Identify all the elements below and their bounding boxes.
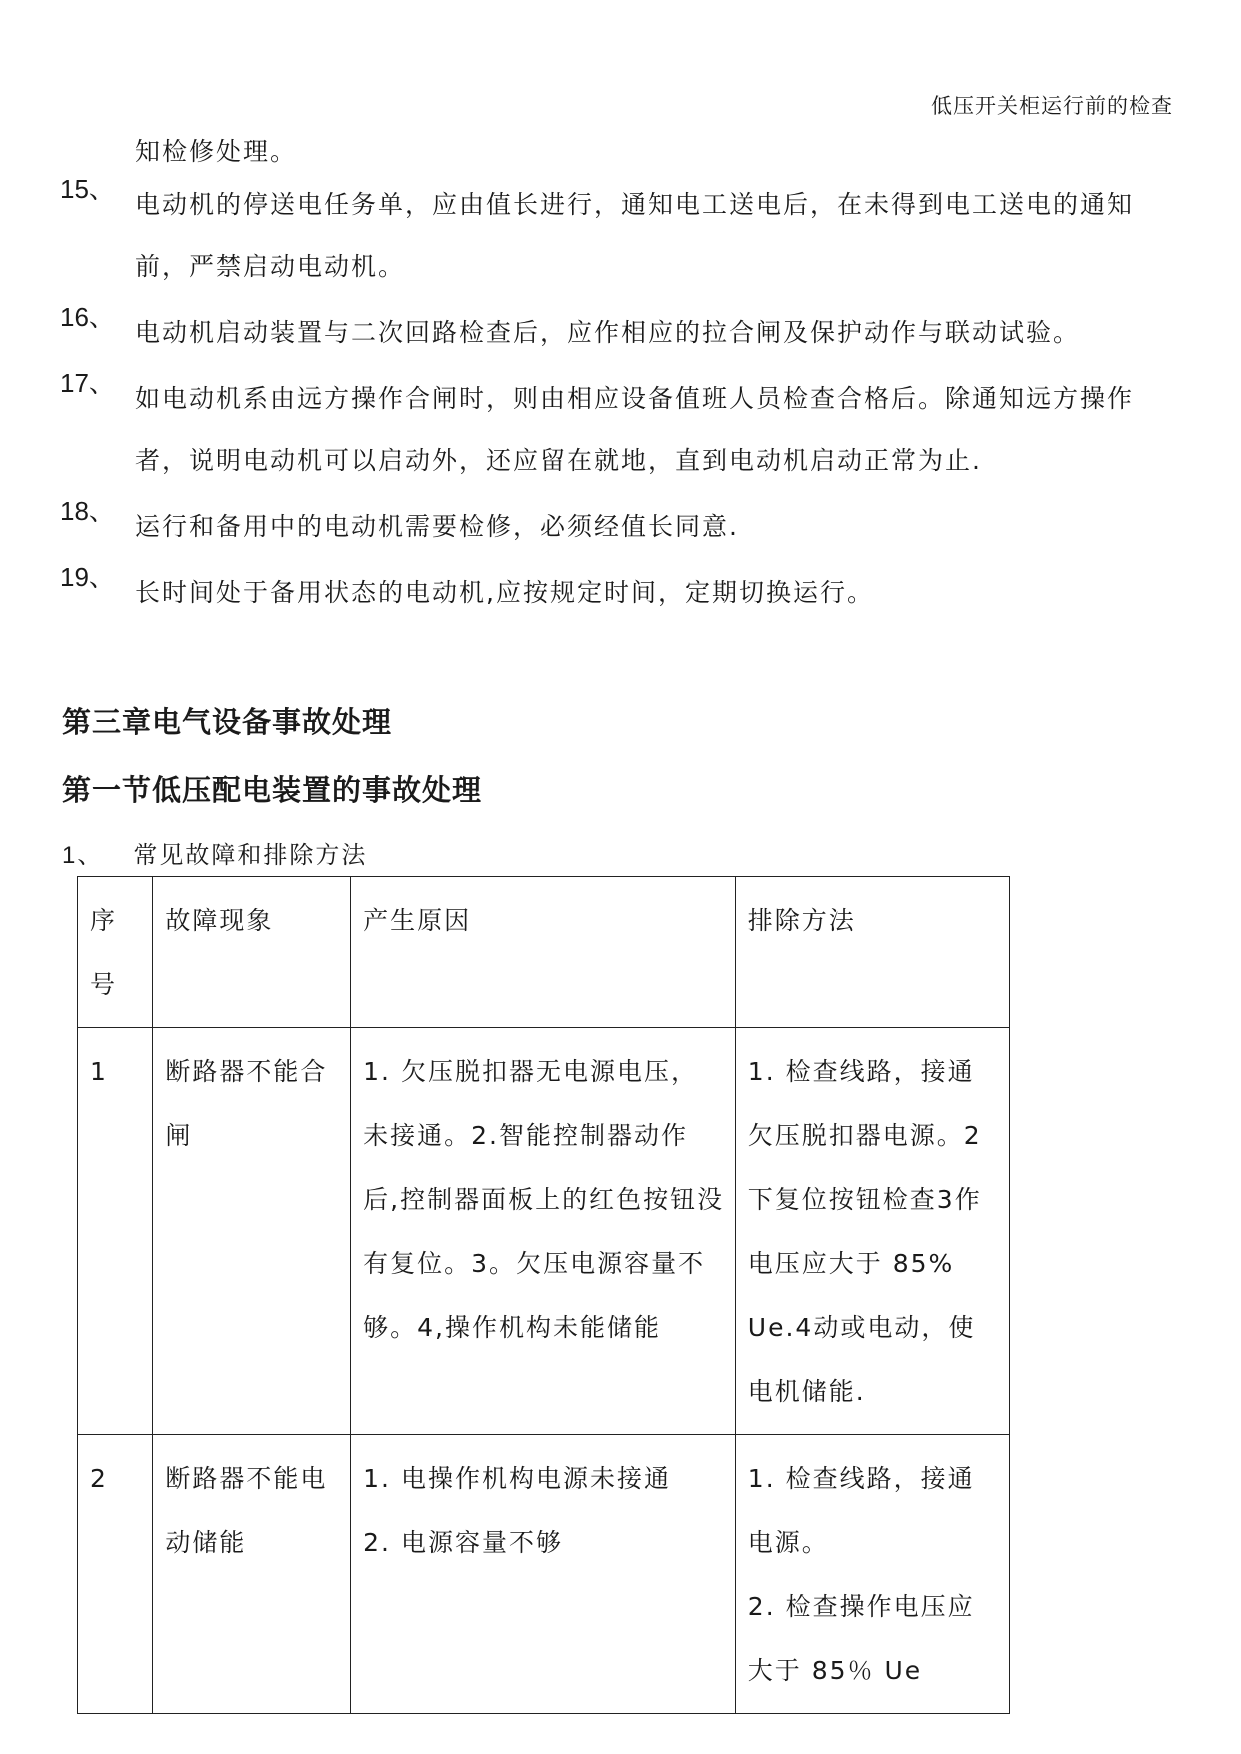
item-text: 长时间处于备用状态的电动机,应按规定时间，定期切换运行。 [135,578,874,607]
item-text: 运行和备用中的电动机需要检修，必须经值长同意. [135,512,739,541]
item-number: 18、 [60,496,115,526]
cell-remedy [735,1435,1009,1714]
cell-no: 1 [78,1028,153,1435]
fault-table [77,876,1010,1714]
list-item [60,562,1185,624]
list-item [60,302,1185,364]
cell-cause [351,1435,736,1714]
remedy-line: 2. 检查操作电压应大于 85％ Ue [747,1592,975,1685]
table-header-row [78,877,1010,1028]
cell-remedy: 1. 检查线路，接通欠压脱扣器电源。2下复位按钮检查3作电压应大于 85% Ue.4动或电动，使电机储能. [735,1028,1009,1435]
header-cell-cause: 产生原因 [351,877,736,1028]
item-number: 15、 [60,174,115,204]
list-item [60,174,1185,298]
subsection-number: 1、 [62,842,104,869]
subsection-heading [62,835,367,870]
page-header: 低压开关柜运行前的检查 [931,94,1173,118]
list-item [60,368,1185,492]
remedy-line: 1. 检查线路，接通电源。 [747,1464,975,1557]
header-cell-remedy: 排除方法 [735,877,1009,1028]
item-text: 电动机的停送电任务单，应由值长进行，通知电工送电后，在未得到电工送电的通知前，严禁启动电动机。 [135,190,1135,281]
cell-symptom: 断路器不能合闸 [153,1028,351,1435]
item-text: 电动机启动装置与二次回路检查后，应作相应的拉合闸及保护动作与联动试验。 [135,318,1081,347]
item-text: 如电动机系由远方操作合闸时，则由相应设备值班人员检查合格后。除通知远方操作者，说明电动机可以启动外，还应留在就地，直到电动机启动正常为止. [135,384,1135,475]
cell-cause: 1. 欠压脱扣器无电源电压，未接通。2.智能控制器动作后,控制器面板上的红色按钮没有复位。3。欠压电源容量不够。4,操作机构未能储能 [351,1028,736,1435]
item-number: 17、 [60,368,115,398]
item-number: 19、 [60,562,115,592]
header-cell-symptom: 故障现象 [153,877,351,1028]
item-number: 16、 [60,302,115,332]
chapter-heading: 第三章电气设备事故处理 [62,705,393,739]
subsection-text: 常见故障和排除方法 [133,841,368,869]
header-cell-no: 序号 [78,877,153,1028]
numbered-list [60,174,1185,644]
table-row [78,1435,1010,1714]
cell-symptom: 断路器不能电动储能 [153,1435,351,1714]
cause-line: 1. 电操作机构电源未接通 [363,1464,671,1493]
cell-no: 2 [78,1435,153,1714]
section-heading: 第一节低压配电装置的事故处理 [62,773,483,807]
list-item [60,496,1185,558]
table-row [78,1028,1010,1435]
cause-line: 2. 电源容量不够 [363,1528,563,1557]
continuation-text: 知检修处理。 [135,137,298,166]
